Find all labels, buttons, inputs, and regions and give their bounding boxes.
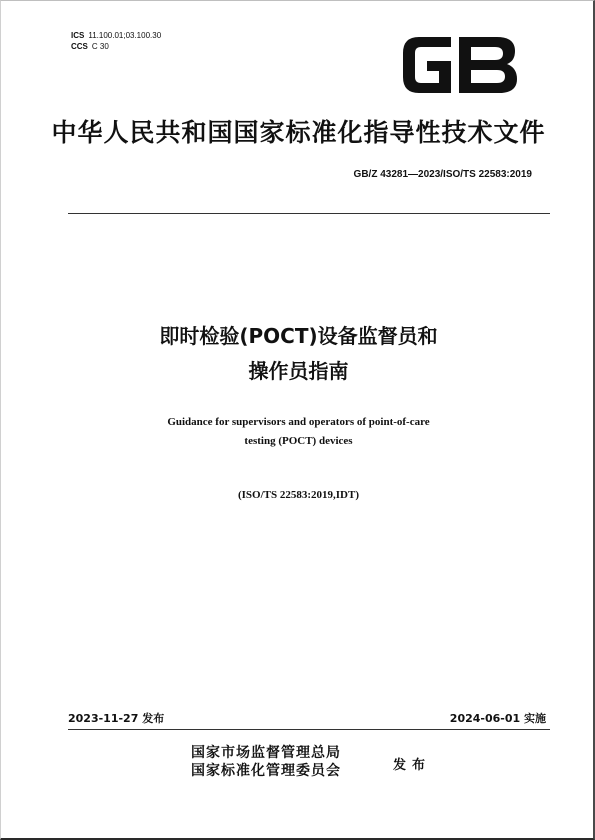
adoption-note: (ISO/TS 22583:2019,IDT) xyxy=(237,489,360,501)
title-en-line-1: Guidance for supervisors and operators of point-of-care xyxy=(167,416,430,428)
ics-value: 11.100.01;03.100.30 xyxy=(88,31,162,40)
implementation-date: 2024-06-01 实施 xyxy=(449,712,546,725)
title-en-line-2: testing (POCT) devices xyxy=(244,435,353,447)
issuer-line-2: 国家标准化管理委员会 xyxy=(191,763,341,779)
top-divider xyxy=(68,213,550,214)
issue-date: 2023-11-27 发布 xyxy=(68,712,165,725)
ccs-label: CCS xyxy=(71,42,88,51)
document-title xyxy=(1,319,595,389)
issuing-authorities xyxy=(191,744,341,780)
ccs-code xyxy=(71,41,161,52)
title-line-1: 即时检验(POCT)设备监督员和 xyxy=(159,324,438,348)
issuer-line-1: 国家市场监督管理总局 xyxy=(191,745,341,761)
standard-number: GB/Z 43281—2023/ISO/TS 22583:2019 xyxy=(353,169,532,180)
ics-label: ICS xyxy=(71,31,85,40)
title-line-2: 操作员指南 xyxy=(248,359,349,383)
document-title-english xyxy=(1,413,595,451)
gb-logo-icon xyxy=(399,31,521,99)
ics-code xyxy=(71,30,161,41)
publish-label: 发布 xyxy=(393,758,432,773)
classification-codes xyxy=(71,30,161,52)
bottom-divider xyxy=(68,729,550,730)
standard-category-title: 中华人民共和国国家标准化指导性技术文件 xyxy=(51,118,546,147)
ccs-value: C 30 xyxy=(91,42,109,51)
